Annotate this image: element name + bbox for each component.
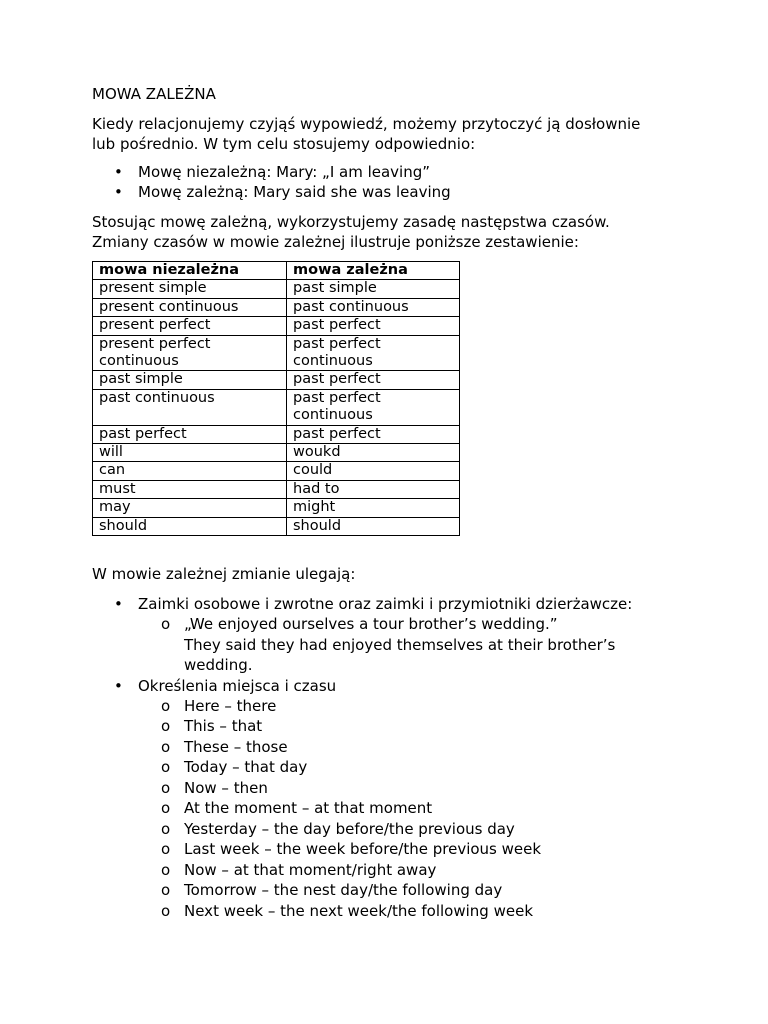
list-item: o These – those xyxy=(161,737,288,756)
table-cell: past continuous xyxy=(287,298,460,316)
bullet-icon: • xyxy=(114,183,123,201)
circle-bullet-icon: o xyxy=(161,840,171,859)
table-cell: past simple xyxy=(287,280,460,298)
circle-bullet-icon: o xyxy=(161,615,171,634)
table-row xyxy=(93,425,460,443)
list-item: o Yesterday – the day before/the previous day xyxy=(161,819,515,838)
circle-bullet-icon: o xyxy=(161,819,171,838)
table-row xyxy=(93,517,460,535)
document-title: MOWA ZALEŻNA xyxy=(92,85,216,103)
table-cell: will xyxy=(93,444,287,462)
circle-bullet-icon: o xyxy=(161,881,171,900)
list-item xyxy=(92,676,712,922)
table-header-row xyxy=(93,262,460,280)
list-item: • Mowę zależną: Mary said she was leaving xyxy=(114,183,451,201)
bullet-icon: • xyxy=(114,163,123,181)
place-time-examples xyxy=(138,696,712,922)
changes-item-label: Określenia miejsca i czasu xyxy=(138,676,337,695)
table-header-cell: mowa zależna xyxy=(287,262,460,280)
table-cell: must xyxy=(93,480,287,498)
table-cell: woukd xyxy=(287,444,460,462)
circle-bullet-icon: o xyxy=(161,778,171,797)
table-row xyxy=(93,444,460,462)
table-cell: past perfect xyxy=(93,425,287,443)
table-cell: should xyxy=(287,517,460,535)
list-item: o Here – there xyxy=(161,696,277,715)
rule-line-2: Zmiany czasów w mowie zależnej ilustruje poniższe zestawienie: xyxy=(92,233,579,251)
list-item: o This – that xyxy=(161,717,263,736)
circle-bullet-icon: o xyxy=(161,717,171,736)
list-item: o Now – then xyxy=(161,778,268,797)
table-cell: past perfect xyxy=(287,371,460,389)
list-item: o Now – at that moment/right away xyxy=(161,860,437,879)
changes-list xyxy=(92,594,712,921)
circle-bullet-icon: o xyxy=(161,696,171,715)
list-item xyxy=(92,594,712,676)
intro-line-1: Kiedy relacjonujemy czyjąś wypowiedź, możemy przytoczyć ją dosłownie xyxy=(92,115,641,133)
list-item: o Next week – the next week/the following week xyxy=(161,901,534,920)
list-item: o Tomorrow – the nest day/the following day xyxy=(161,881,503,900)
table-header-cell: mowa niezależna xyxy=(93,262,287,280)
bullet-icon: • xyxy=(114,676,123,695)
table-row xyxy=(93,462,460,480)
intro-paragraph xyxy=(92,114,712,154)
table-cell: present perfect xyxy=(93,317,287,335)
table-cell: present continuous xyxy=(93,298,287,316)
circle-bullet-icon: o xyxy=(161,799,171,818)
list-item: o „We enjoyed ourselves a tour brother’s wedding.” They said they had enjoyed themselves at their brother’s wedding. xyxy=(161,615,616,675)
table-row xyxy=(93,389,460,425)
speech-types-list xyxy=(92,162,712,202)
changes-heading: W mowie zależnej zmianie ulegają: xyxy=(92,565,356,584)
table-cell: might xyxy=(287,499,460,517)
rule-paragraph xyxy=(92,212,712,252)
table-row xyxy=(93,480,460,498)
table-cell: can xyxy=(93,462,287,480)
list-item: • Mowę niezależną: Mary: „I am leaving” xyxy=(114,163,431,181)
circle-bullet-icon: o xyxy=(161,758,171,777)
intro-line-2: lub pośrednio. W tym celu stosujemy odpowiednio: xyxy=(92,135,476,153)
table-cell: past continuous xyxy=(93,389,287,425)
table-row xyxy=(93,335,460,371)
table-cell: present perfect continuous xyxy=(93,335,287,371)
table-cell: present simple xyxy=(93,280,287,298)
tense-table xyxy=(92,261,460,536)
bullet-icon: • xyxy=(114,595,123,614)
table-row xyxy=(93,280,460,298)
list-item: o At the moment – at that moment xyxy=(161,799,433,818)
table-row xyxy=(93,499,460,517)
list-item: o Last week – the week before/the previous week xyxy=(161,840,542,859)
table-cell: may xyxy=(93,499,287,517)
list-item: o Today – that day xyxy=(161,758,308,777)
document-page xyxy=(92,84,712,921)
table-cell: could xyxy=(287,462,460,480)
circle-bullet-icon: o xyxy=(161,860,171,879)
table-cell: past perfect xyxy=(287,317,460,335)
table-cell: past perfect continuous xyxy=(287,335,460,371)
table-cell: had to xyxy=(287,480,460,498)
table-row xyxy=(93,317,460,335)
table-row xyxy=(93,298,460,316)
table-cell: past perfect continuous xyxy=(287,389,460,425)
pronoun-examples xyxy=(138,614,712,676)
table-cell: past perfect xyxy=(287,425,460,443)
circle-bullet-icon: o xyxy=(161,901,171,920)
circle-bullet-icon: o xyxy=(161,737,171,756)
table-cell: should xyxy=(93,517,287,535)
table-cell: past simple xyxy=(93,371,287,389)
changes-item-label: Zaimki osobowe i zwrotne oraz zaimki i przymiotniki dzierżawcze: xyxy=(138,595,633,614)
rule-line-1: Stosując mowę zależną, wykorzystujemy zasadę następstwa czasów. xyxy=(92,213,610,231)
table-row xyxy=(93,371,460,389)
